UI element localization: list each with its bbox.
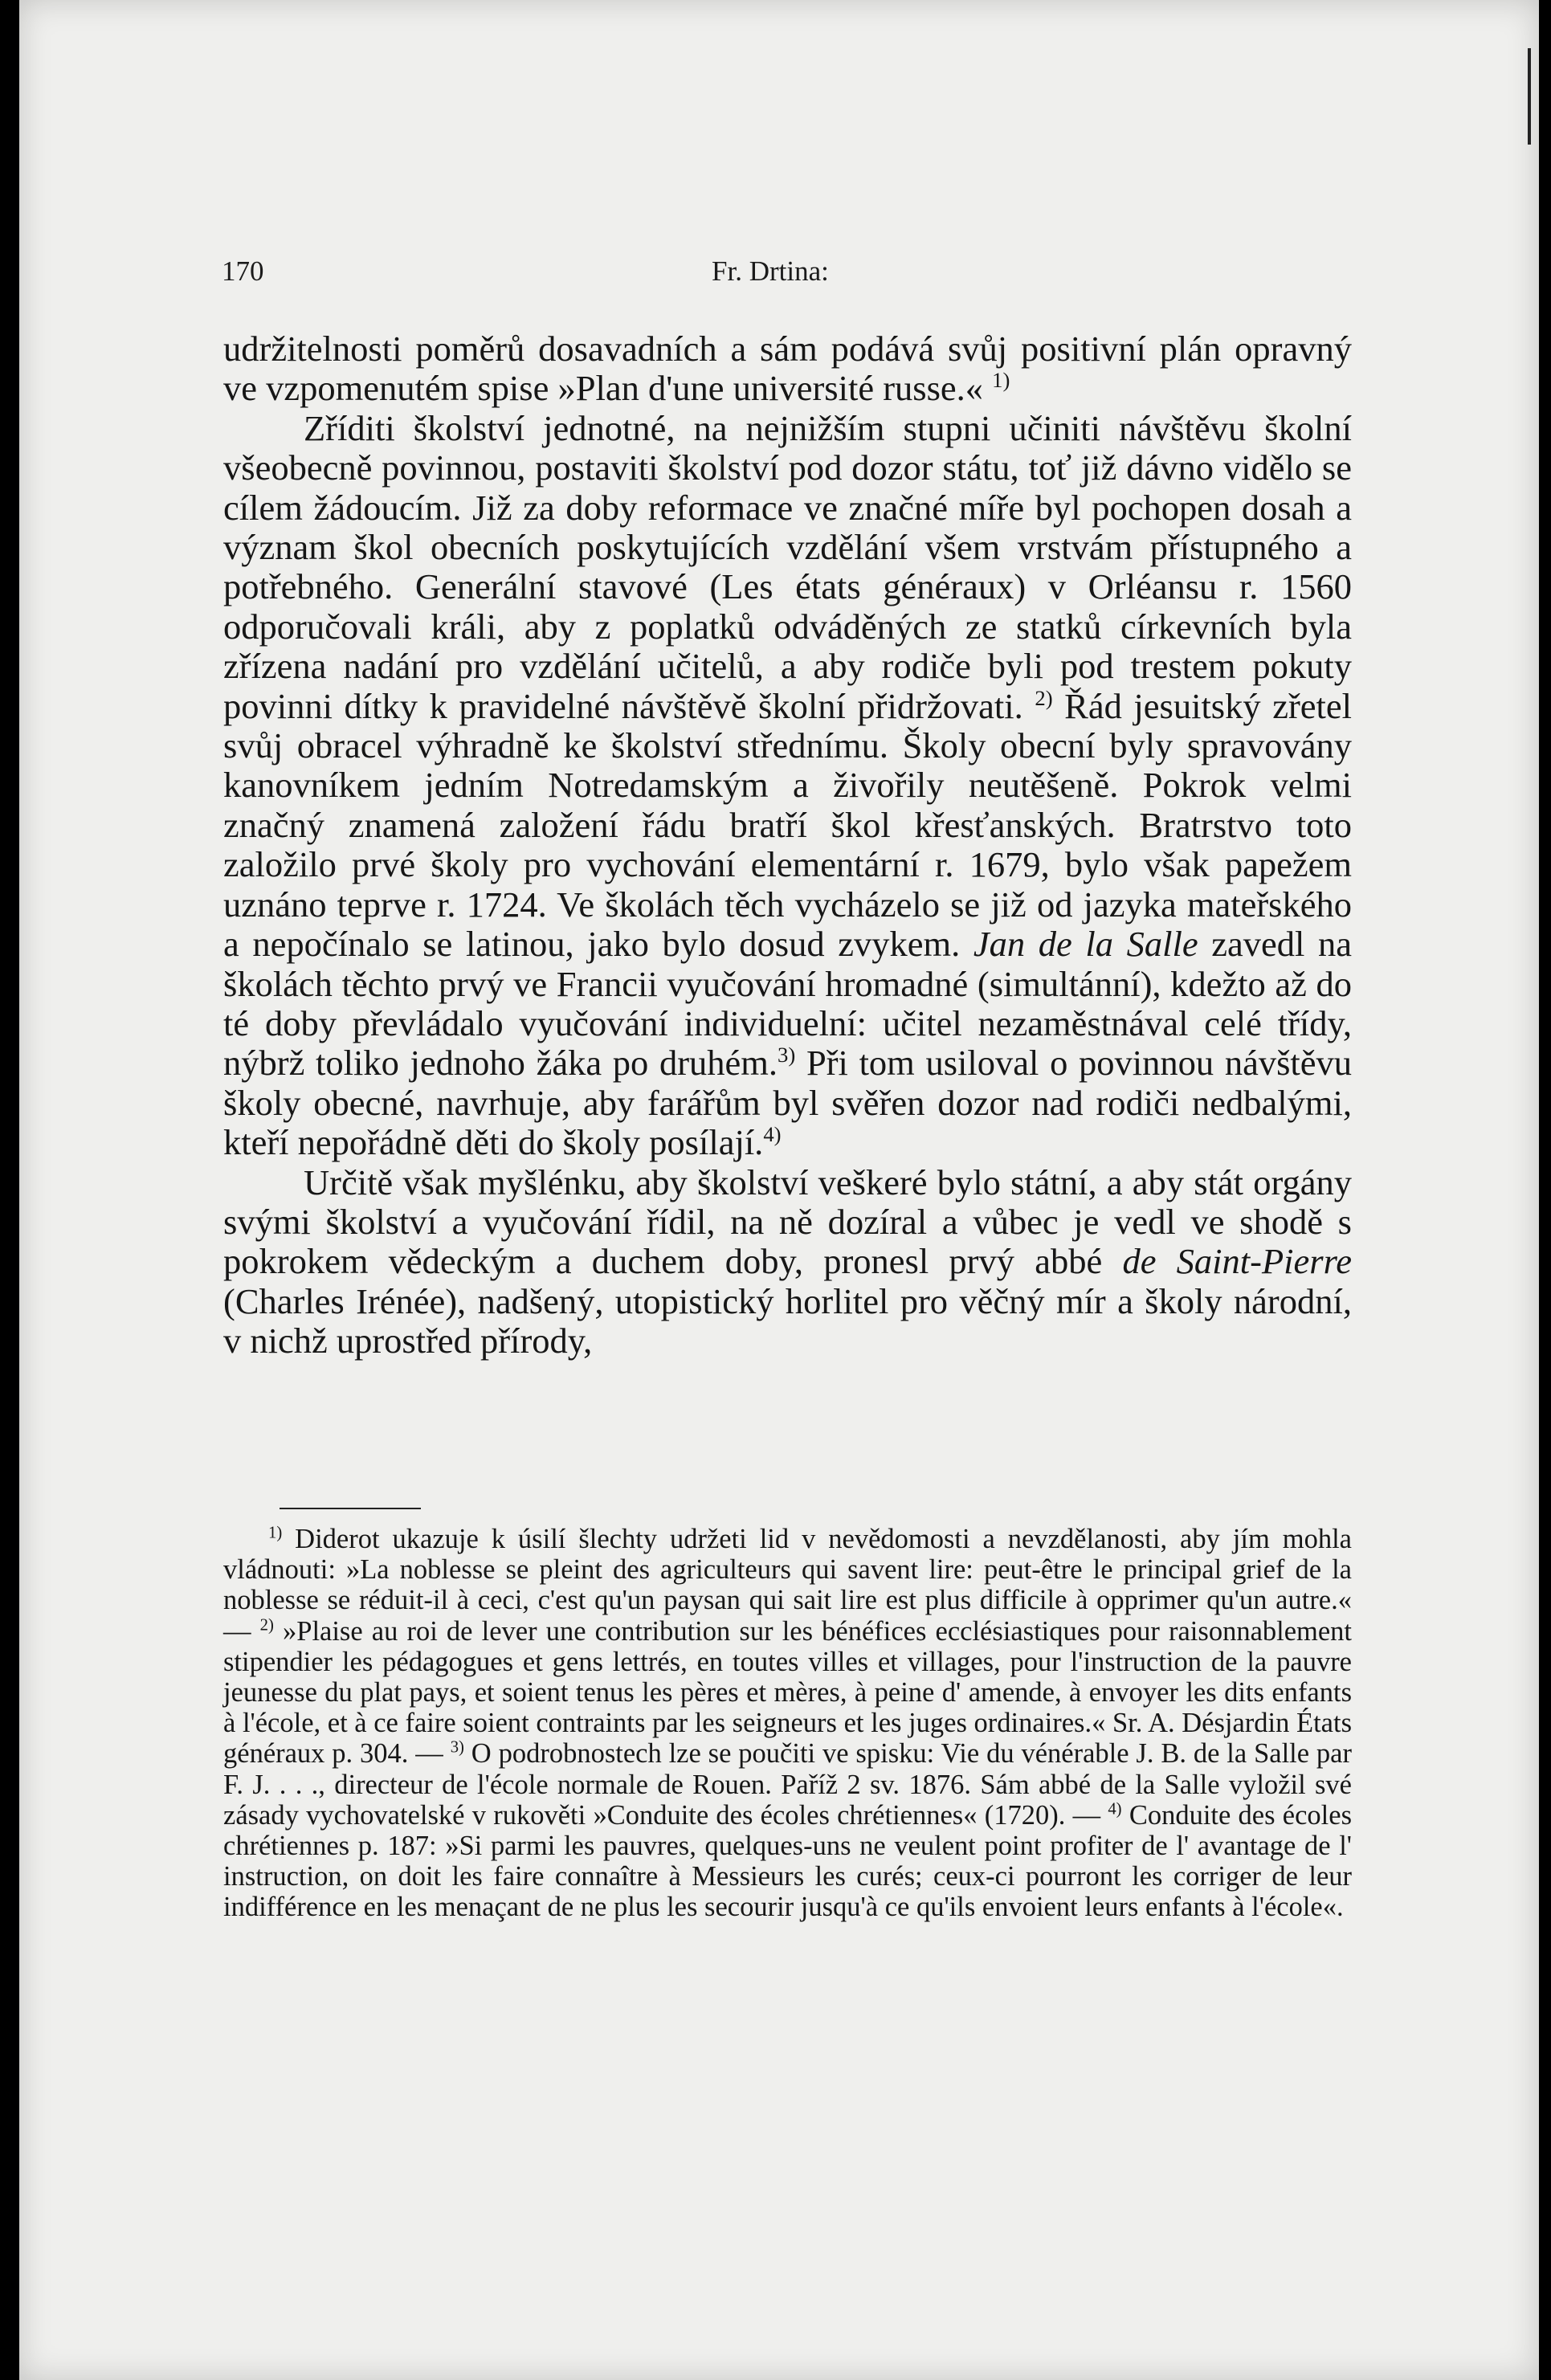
footnote-mark-4: 4) [1108,1800,1122,1819]
footnote-ref-3: 3) [778,1043,796,1068]
footnote-ref-2: 2) [1035,685,1053,710]
main-text [223,329,1352,1361]
book-page [19,0,1539,2380]
name-jan-de-la-salle: Jan de la Salle [973,924,1198,965]
footnote-ref-1: 1) [992,368,1010,393]
page-header [222,255,1346,296]
footnote-mark-1: 1) [268,1524,283,1542]
page-number: 170 [222,255,264,287]
footnote-ref-4: 4) [763,1122,782,1147]
footnote-4-text: Conduite des écoles chrétiennes p. 187: »Si parmi les pauvres, quelques-uns ne veulent point profiter de l' avantage de l' instruction, on doit les faire connaître à Messieurs les curés; ceux-ci pourront les corriger de leur indifférence en les menaçant de ne plus les secourir jusqu'à ce qu'ils envoient leurs enfants à l'école«. [223,1799,1352,1923]
paragraph-1: udržitelnosti poměrů dosavadních a sám podává svůj positivní plán opravný ve vzpomenutém spise »Plan d'une université russe.« $^{1)}$ [223,329,1352,409]
name-de-saint-pierre: de Saint-Pierre [1122,1241,1352,1282]
running-head: Fr. Drtina: [712,255,829,287]
paragraph-2: Zříditi školství jednotné, na nejnižším stupni učiniti návštěvu školní všeobecně povinnou, postaviti školství pod dozor státu, toť již dávno vidělo se cílem žádoucím. Již za doby reformace ve značné míře byl pochopen dosah a význam škol obecních poskytujících vzdělání všem vrstvám přístupného a potřebného. Generální stavové (Les états généraux) v Orléansu r. 1560 odporučovali králi, aby z poplatků odváděných ze statků církevních byla zřízena nadání pro vzdělání učitelů, a aby rodiče byli pod trestem pokuty povinni dítky k pravidelné návštěvě školní přidržovati. $^{2)}$ Řád jesuitský zřetel svůj obracel výhradně ke školství střednímu. Školy obecní byly spravovány kanovníkem jedním Notredamským a živořily neutěšeně. Pokrok velmi značný znamená založení řádu bratří škol křesťanských. Bratrstvo toto založilo prvé školy pro vychování elementární r. 1679, bylo však papežem uznáno teprve r. 1724. Ve školách těch vycházelo se již od jazyka mateřského a nepočínalo se latinou, jako bylo dosud zvykem. Jan de la Salle zavedl na školách těchto prvý ve Francii vyučování hromadné (simultánní), kdežto až do té doby převládalo vyučování individuelní: učitel nezaměstnával celé třídy, nýbrž toliko jednoho žáka po druhém.$^{3)}$ Při tom usiloval o povinnou návštěvu školy obecné, navrhuje, aby farářům byl svěřen dozor nad rodiči nedbalými, kteří nepořádně děti do školy posílají.$^{4)}$ [223,407,1352,1163]
footnote-mark-3: 3) [450,1738,464,1757]
footnote-separator [280,1508,421,1509]
paragraph-3: Určitě však myšlénku, aby školství veškeré bylo státní, a aby stát orgány svými školství a vyučování řídil, na ně dozíral a vůbec je vedl ve shodě s pokrokem vědeckým a duchem doby, pronesl prvý abbé de Saint-Pierre (Charles Irénée), nadšený, utopistický horlitel pro věčný mír a školy národní, v nichž uprostřed přírody, [223,1161,1352,1361]
footnote-1-text: Diderot ukazuje k úsilí šlechty udržeti lid v nevědomosti a nevzdělanosti, aby jím mohla vládnouti: »La noblesse se pleint des agriculteurs qui savent lire: peut-être le principal grief de la noblesse se réduit-il à ceci, c'est qu'un paysan qui sait lire est plus difficile à opprimer qu'un autre.« — [223,1524,1352,1647]
footnote-mark-2: 2) [259,1616,274,1635]
footnotes [223,1524,1352,1923]
footnote-2-text: »Plaise au roi de lever une contribution sur les bénéfices ecclésiastiques pour raisonnablement stipendier les pédagogues et gens lettrés, en toutes villes et villages, pour l'instruction de la pauvre jeunesse du plat pays, et soient tenus les pères et mères, à peine d' amende, à envoyer les dits enfants à l'école, et à ce faire soient contraints par les seigneurs et les juges ordinaires.« Sr. A. Désjardin États généraux p. 304. — [223,1615,1353,1770]
footnote-block [223,1524,1352,1923]
page-edge-mark [1528,48,1531,145]
footnote-3-text: O podrobnostech lze se poučiti ve spisku: Vie du vénérable J. B. de la Salle par F. J. . . ., directeur de l'école normale de Rouen. Paříž 2 sv. 1876. Sám abbé de la Salle vyložil své zásady vychovatelské v rukověti »Conduite des écoles chrétiennes« (1720). — [223,1738,1352,1831]
